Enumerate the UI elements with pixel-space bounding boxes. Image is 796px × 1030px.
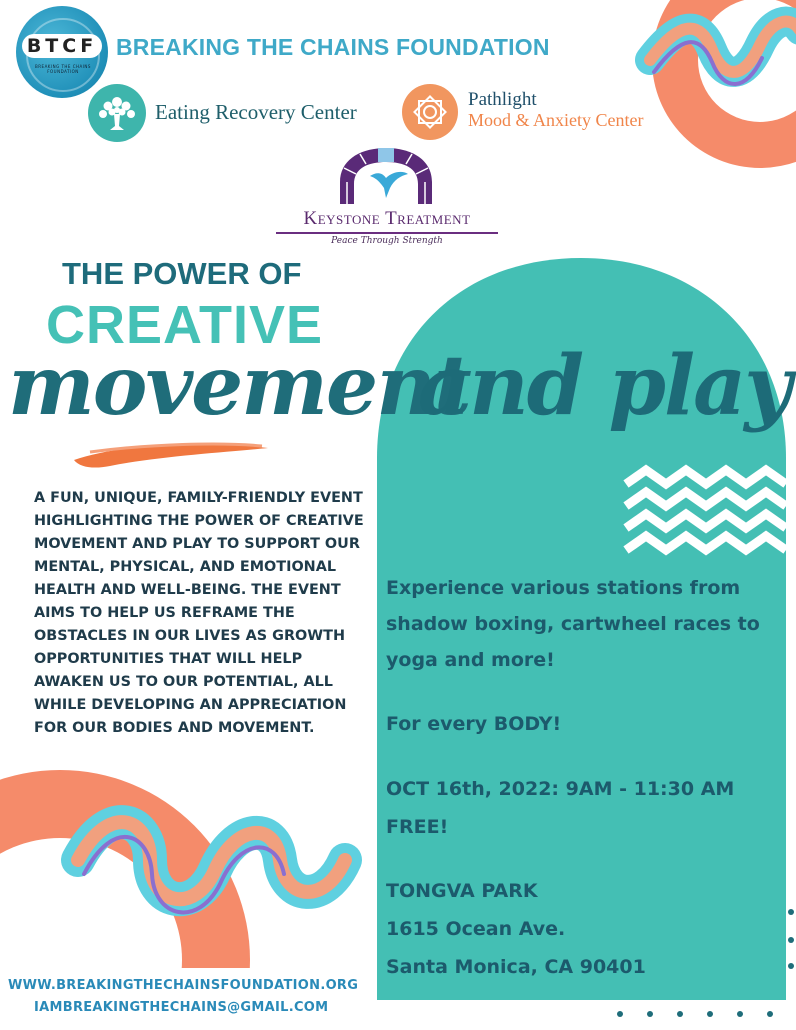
website-link[interactable]: WWW.BREAKINGTHECHAINSFOUNDATION.ORG — [8, 978, 359, 993]
details-experience: Experience various stations from shadow boxing, cartwheel races to yoga and more! — [386, 577, 760, 671]
headline-line-1: THE POWER OF — [62, 256, 302, 291]
btcf-name: BREAKING THE CHAINS FOUNDATION — [116, 34, 550, 60]
pathlight-subtitle: Mood & Anxiety Center — [468, 110, 644, 130]
pathlight-name: Pathlight — [468, 89, 537, 110]
pathlight-star-icon — [402, 84, 458, 140]
headline-script-left: movement — [8, 338, 470, 434]
headline-line-2: CREATIVE — [46, 295, 324, 355]
details-datetime: OCT 16th, 2022: 9AM - 11:30 AM — [386, 778, 735, 800]
btcf-logo-small-text: BREAKING THE CHAINS FOUNDATION — [35, 64, 91, 74]
event-description: A FUN, UNIQUE, FAMILY-FRIENDLY EVENT HIGHLIGHTING THE POWER OF CREATIVE MOVEMENT AND PLAY TO SUPPORT OUR MENTAL, PHYSICAL, AND EMOTIONAL HEALTH AND WELL-BEING. THE EVENT AIMS TO HELP US REFRAME THE OBSTACLES IN OUR LIVES AS GROWTH OPPORTUNITIES THAT WILL HELP AWAKEN US TO OUR POTENTIAL, ALL WHILE DEVELOPING AN APPRECIATION FOR OUR BODIES AND MOVEMENT. — [34, 490, 364, 736]
brush-stroke — [74, 444, 268, 468]
btcf-logo-letters: BTCF — [22, 34, 102, 58]
keystone-arch-logo — [330, 146, 442, 208]
details-address-2: Santa Monica, CA 90401 — [386, 956, 646, 978]
details-address-1: 1615 Ocean Ave. — [386, 918, 566, 940]
erc-name: Eating Recovery Center — [155, 100, 357, 124]
headline-script-right: and play — [418, 338, 790, 434]
tree-icon — [88, 84, 146, 142]
keystone-tagline: Peace Through Strength — [331, 236, 443, 246]
email-link[interactable]: IAMBREAKINGTHECHAINS@GMAIL.COM — [34, 1000, 329, 1015]
details-venue: TONGVA PARK — [386, 880, 538, 902]
details-price: FREE! — [386, 816, 449, 838]
keystone-rule — [276, 232, 498, 234]
keystone-name: Keystone Treatment — [303, 208, 471, 229]
details-audience: For every BODY! — [386, 713, 562, 735]
